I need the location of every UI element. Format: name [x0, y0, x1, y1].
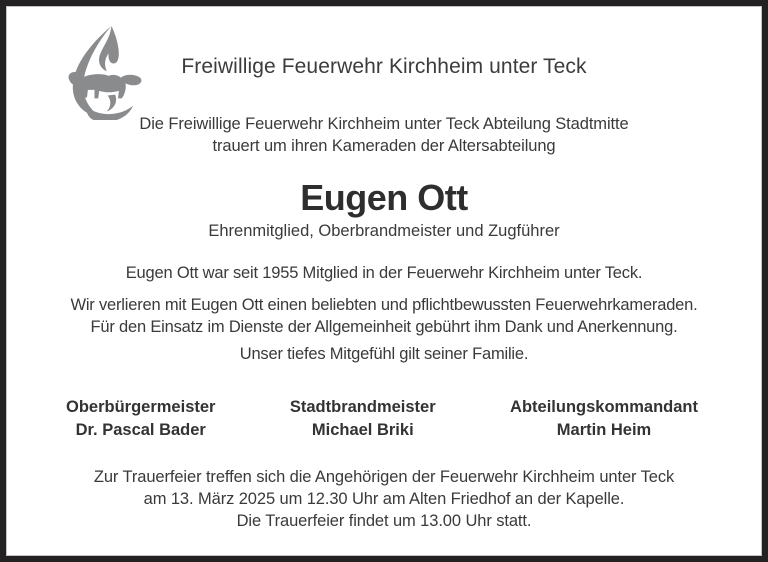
signatory-division-commander: [510, 396, 698, 442]
signatory-city-fire-chief: [290, 396, 436, 442]
loss-line-1: Wir verlieren mit Eugen Ott einen beliebten und pflichtbewussten Feuerwehrkameraden.: [70, 296, 698, 314]
signatory-role: Abteilungskommandant: [510, 398, 698, 416]
loss-paragraph: [6, 294, 762, 338]
signatory-name: Dr. Pascal Bader: [75, 421, 206, 439]
signatory-name: Martin Heim: [556, 421, 652, 439]
condolence-paragraph: Unser tiefes Mitgefühl gilt seiner Familie.: [239, 345, 529, 363]
signatory-name: Michael Briki: [311, 421, 414, 439]
signatory-role: Stadtbrandmeister: [289, 398, 436, 416]
intro-line-1: Die Freiwillige Feuerwehr Kirchheim unter Teck Abteilung Stadtmitte: [139, 115, 629, 133]
funeral-info: [6, 466, 762, 532]
signatures-row: [6, 396, 762, 442]
header: [6, 6, 762, 81]
intro-line-2: trauert um ihren Kameraden der Altersabteilung: [212, 137, 556, 155]
deceased-name: Eugen Ott: [300, 177, 468, 218]
membership-paragraph: Eugen Ott war seit 1955 Mitglied in der Feuerwehr Kirchheim unter Teck.: [125, 264, 643, 282]
organization-title: Freiwillige Feuerwehr Kirchheim unter Teck: [181, 55, 587, 78]
signatory-role: Oberbürgermeister: [66, 398, 216, 416]
funeral-line-3: Die Trauerfeier findet um 13.00 Uhr statt.: [236, 512, 532, 530]
signatory-mayor: [66, 396, 215, 442]
fire-department-logo: [58, 26, 146, 120]
deceased-titles: Ehrenmitglied, Oberbrandmeister und Zugführer: [208, 222, 560, 240]
funeral-line-1: Zur Trauerfeier treffen sich die Angehörigen der Feuerwehr Kirchheim unter Teck: [93, 468, 675, 486]
flame-lion-icon: [58, 26, 146, 120]
loss-line-2: Für den Einsatz im Dienste der Allgemeinheit gebührt ihm Dank und Anerkennung.: [90, 318, 678, 336]
funeral-line-2: am 13. März 2025 um 12.30 Uhr am Alten Friedhof an der Kapelle.: [143, 490, 625, 508]
